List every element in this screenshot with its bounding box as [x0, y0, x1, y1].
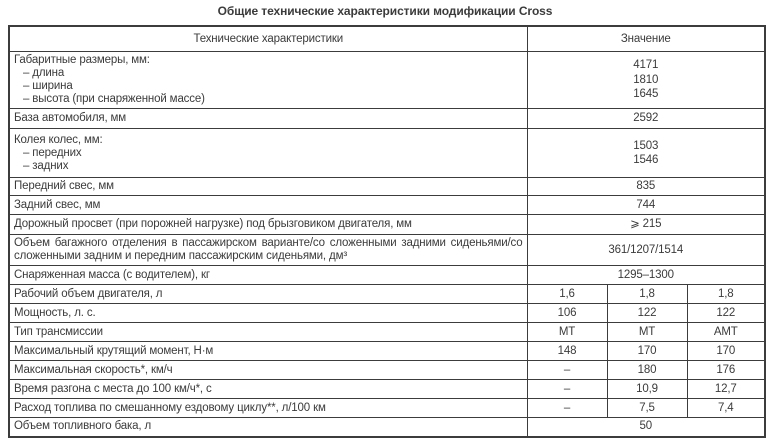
row-value-track [527, 129, 765, 178]
value-line: 1645 [633, 88, 659, 101]
table-row [9, 342, 765, 361]
row-value-rear-overhang: 744 [527, 196, 765, 215]
row-value-luggage: 361/1207/1514 [527, 235, 765, 266]
row-value-cell: 106 [527, 304, 607, 323]
table-row [9, 129, 765, 178]
row-value-cell: – [527, 399, 607, 418]
row-value-cell: 180 [607, 361, 687, 380]
row-value-cell: 176 [687, 361, 765, 380]
table-row [9, 196, 765, 215]
row-value-cell: 122 [607, 304, 687, 323]
row-label-max-speed: Максимальная скорость*, км/ч [9, 361, 527, 380]
row-value-wheelbase: 2592 [527, 109, 765, 129]
row-value-cell: АМТ [687, 323, 765, 342]
table-row [9, 235, 765, 266]
table-row [9, 178, 765, 196]
table-row [9, 52, 765, 109]
row-value-clearance: ⩾ 215 [527, 215, 765, 235]
row-sublabel: – ширина [23, 80, 73, 92]
row-value-cell: – [527, 380, 607, 399]
table-header-row [9, 26, 765, 52]
row-label-line: Габаритные размеры, мм: [14, 54, 150, 66]
row-label-fuel-tank: Объем топливного бака, л [9, 418, 527, 437]
row-sublabel: – высота (при снаряженной массе) [23, 93, 205, 105]
table-row [9, 418, 765, 437]
value-line: 1503 [633, 139, 659, 152]
row-label-acceleration: Время разгона с места до 100 км/ч*, с [9, 380, 527, 399]
row-sublabel: – длина [23, 67, 65, 79]
row-label-clearance: Дорожный просвет (при порожней нагрузке) под брызговиком двигателя, мм [9, 215, 527, 235]
row-value-curb-weight: 1295–1300 [527, 266, 765, 285]
row-label-torque: Максимальный крутящий момент, Н·м [9, 342, 527, 361]
header-characteristics: Технические характеристики [9, 26, 527, 52]
row-value-cell: 1,8 [687, 285, 765, 304]
row-label-displacement: Рабочий объем двигателя, л [9, 285, 527, 304]
table-row [9, 215, 765, 235]
row-label-wheelbase: База автомобиля, мм [9, 109, 527, 129]
table-row [9, 399, 765, 418]
table-row [9, 304, 765, 323]
value-line: 4171 [633, 59, 659, 72]
row-label-front-overhang: Передний свес, мм [9, 178, 527, 196]
row-value-cell: 7,5 [607, 399, 687, 418]
row-value-dimensions [527, 52, 765, 109]
row-value-cell: 148 [527, 342, 607, 361]
value-line: 1546 [633, 154, 659, 166]
row-label-power: Мощность, л. с. [9, 304, 527, 323]
row-value-cell: 12,7 [687, 380, 765, 399]
row-label-luggage: Объем багажного отделения в пассажирском варианте/со сложенными задними сиденьями/со сложенными задним и передним пассажирским сиденьями, дм³ [9, 235, 527, 266]
spec-table [8, 25, 766, 438]
row-label-transmission: Тип трансмиссии [9, 323, 527, 342]
row-sublabel: – задних [23, 159, 69, 172]
row-value-cell: 170 [687, 342, 765, 361]
header-value: Значение [527, 26, 765, 52]
table-row [9, 380, 765, 399]
table-row [9, 266, 765, 285]
row-value-cell: 7,4 [687, 399, 765, 418]
row-label-line: Колея колес, мм: [14, 133, 103, 146]
row-value-cell: 170 [607, 342, 687, 361]
row-value-cell: 122 [687, 304, 765, 323]
row-label-curb-weight: Снаряженная масса (с водителем), кг [9, 266, 527, 285]
row-value-cell: МТ [527, 323, 607, 342]
row-value-cell: 10,9 [607, 380, 687, 399]
row-label-dimensions [9, 52, 527, 109]
table-row [9, 323, 765, 342]
row-value-cell: МТ [607, 323, 687, 342]
table-row [9, 285, 765, 304]
row-label-track [9, 129, 527, 178]
row-value-cell: 1,8 [607, 285, 687, 304]
table-row [9, 361, 765, 380]
value-line: 1810 [633, 73, 659, 86]
row-value-fuel-tank: 50 [527, 418, 765, 437]
table-row [9, 109, 765, 129]
row-value-front-overhang: 835 [527, 178, 765, 196]
row-label-rear-overhang: Задний свес, мм [9, 196, 527, 215]
row-value-cell: 1,6 [527, 285, 607, 304]
row-label-fuel-consumption: Расход топлива по смешанному ездовому циклу**, л/100 км [9, 399, 527, 418]
page-title: Общие технические характеристики модификации Cross [217, 4, 553, 18]
row-value-cell: – [527, 361, 607, 380]
row-sublabel: – передних [23, 146, 82, 159]
